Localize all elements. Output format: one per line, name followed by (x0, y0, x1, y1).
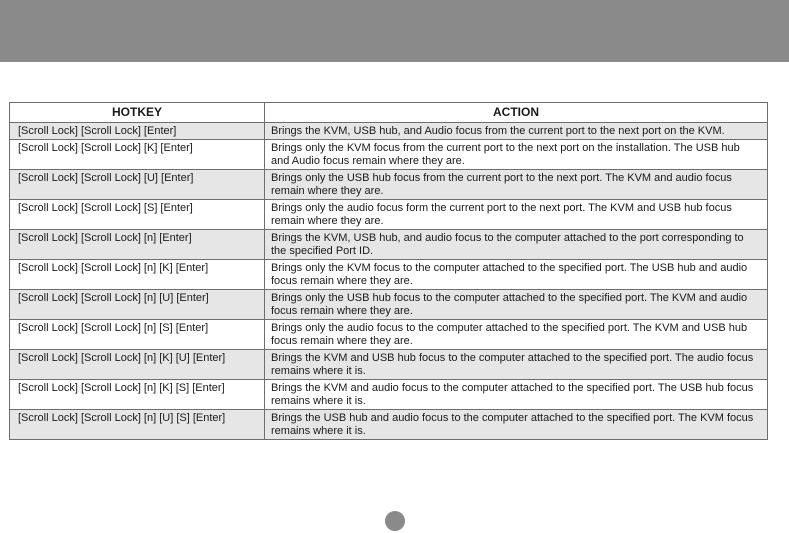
table-row (10, 380, 768, 410)
table-row (10, 260, 768, 290)
action-cell: Brings the USB hub and audio focus to the computer attached to the specified port. The KVM focus remains where it is. (265, 410, 768, 440)
action-cell: Brings only the USB hub focus to the computer attached to the specified port. The KVM and audio focus remain where they are. (265, 290, 768, 320)
action-cell: Brings only the audio focus to the computer attached to the specified port. The KVM and USB hub focus remain where they are. (265, 320, 768, 350)
action-cell: Brings only the KVM focus to the computer attached to the specified port. The USB hub and audio focus remain where they are. (265, 260, 768, 290)
hotkey-cell: [Scroll Lock] [Scroll Lock] [K] [Enter] (10, 140, 265, 170)
hotkey-cell: [Scroll Lock] [Scroll Lock] [n] [K] [Enter] (10, 260, 265, 290)
hotkey-cell: [Scroll Lock] [Scroll Lock] [Enter] (10, 123, 265, 140)
page-number-dot (385, 511, 405, 531)
hotkey-cell: [Scroll Lock] [Scroll Lock] [n] [K] [S] [Enter] (10, 380, 265, 410)
action-cell: Brings only the audio focus form the current port to the next port. The KVM and USB hub focus remain where they are. (265, 200, 768, 230)
table-row (10, 320, 768, 350)
hotkey-cell: [Scroll Lock] [Scroll Lock] [n] [S] [Enter] (10, 320, 265, 350)
table-row (10, 140, 768, 170)
action-cell: Brings only the USB hub focus from the current port to the next port. The KVM and audio focus remain where they are. (265, 170, 768, 200)
hotkey-cell: [Scroll Lock] [Scroll Lock] [n] [U] [S] [Enter] (10, 410, 265, 440)
action-cell: Brings the KVM, USB hub, and Audio focus from the current port to the next port on the KVM. (265, 123, 768, 140)
action-cell: Brings the KVM and audio focus to the computer attached to the specified port. The USB hub focus remains where it is. (265, 380, 768, 410)
hotkey-cell: [Scroll Lock] [Scroll Lock] [n] [U] [Enter] (10, 290, 265, 320)
action-cell: Brings the KVM and USB hub focus to the computer attached to the specified port. The audio focus remains where it is. (265, 350, 768, 380)
table-row (10, 170, 768, 200)
table-row (10, 230, 768, 260)
action-cell: Brings the KVM, USB hub, and audio focus to the computer attached to the port corresponding to the specified Port ID. (265, 230, 768, 260)
header-band (0, 0, 789, 62)
action-column-header: ACTION (265, 103, 768, 123)
hotkey-cell: [Scroll Lock] [Scroll Lock] [n] [K] [U] [Enter] (10, 350, 265, 380)
table-row (10, 290, 768, 320)
table-row (10, 410, 768, 440)
table-header-row (10, 103, 768, 123)
table-row (10, 200, 768, 230)
hotkey-cell: [Scroll Lock] [Scroll Lock] [S] [Enter] (10, 200, 265, 230)
action-cell: Brings only the KVM focus from the current port to the next port on the installation. The USB hub and Audio focus remain where they are. (265, 140, 768, 170)
table-row (10, 350, 768, 380)
hotkey-column-header: HOTKEY (10, 103, 265, 123)
hotkey-cell: [Scroll Lock] [Scroll Lock] [n] [Enter] (10, 230, 265, 260)
table-row (10, 123, 768, 140)
hotkey-table (9, 102, 768, 440)
hotkey-cell: [Scroll Lock] [Scroll Lock] [U] [Enter] (10, 170, 265, 200)
